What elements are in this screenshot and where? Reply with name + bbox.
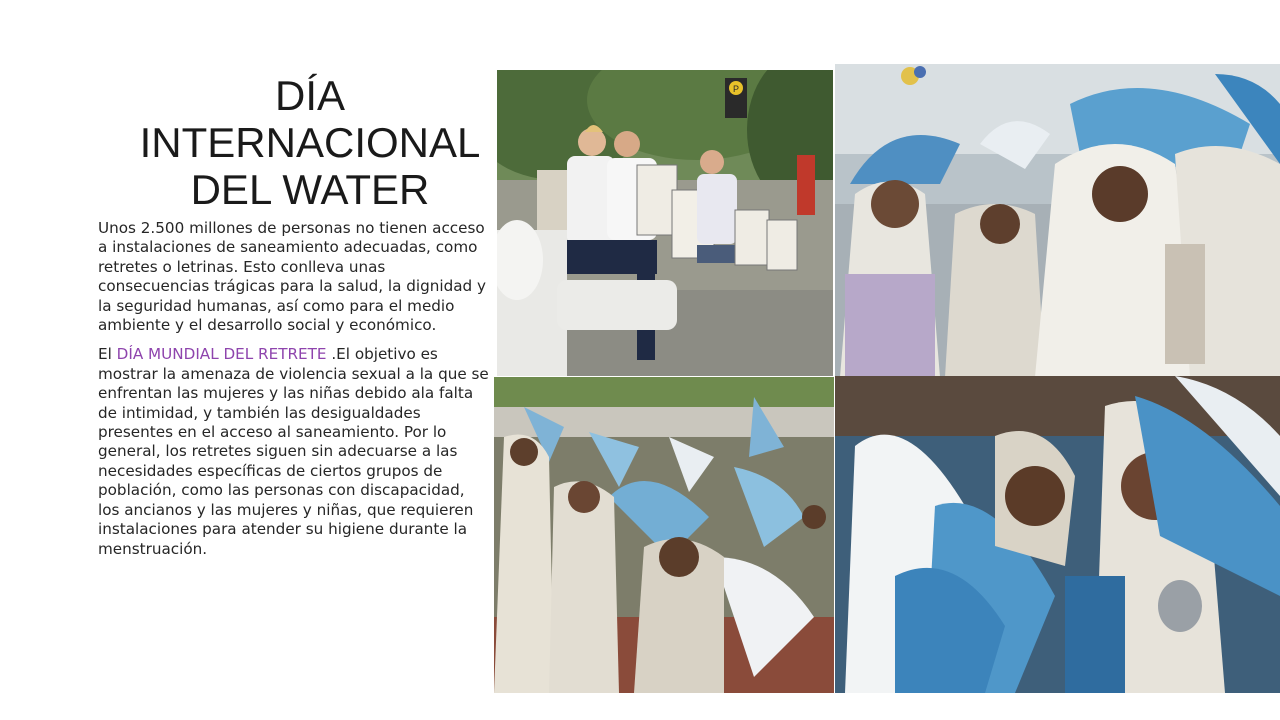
paragraph-2-prefix: El [98,345,117,364]
title-line-2: INTERNACIONAL [139,119,481,166]
title-line-3: DEL WATER [190,166,430,213]
photo-crowd-with-toilets [494,377,834,693]
photo-people-on-toilets-reading [497,70,833,376]
paragraph-toilet-day [98,345,490,558]
paragraph-2-rest: .El objetivo es mostrar la amenaza de violencia sexual a la que se enfrentan las mujeres y las niñas debido ala falta de intimidad, y también las desigualdades presentes en el acceso al saneamiento. Por lo general, los retretes siguen sin adecuarse a las necesidades específicas de ciertos grupos de población, como las personas con discapacidad, los ancianos y las mujeres y niñas, que requieren instalaciones para atender su higiene durante la menstruación. [98,345,489,558]
slide-body [98,219,490,559]
photo-women-closeup-toilets [835,376,1280,693]
paragraph-sanitation: Unos 2.500 millones de personas no tienen acceso a instalaciones de saneamiento adecuadas, como retretes o letrinas. Esto conlleva unas consecuencias trágicas para la salud, la dignidad y la seguridad humanas, así como para el medio ambiente y el desarrollo social y económico. [98,219,486,335]
sign-letter: P [732,84,740,94]
photo-women-carrying-toilets [835,64,1280,377]
title-line-1: DÍA [274,72,345,119]
slide-title [100,72,520,213]
world-toilet-day-highlight: DÍA MUNDIAL DEL RETRETE [116,345,327,364]
